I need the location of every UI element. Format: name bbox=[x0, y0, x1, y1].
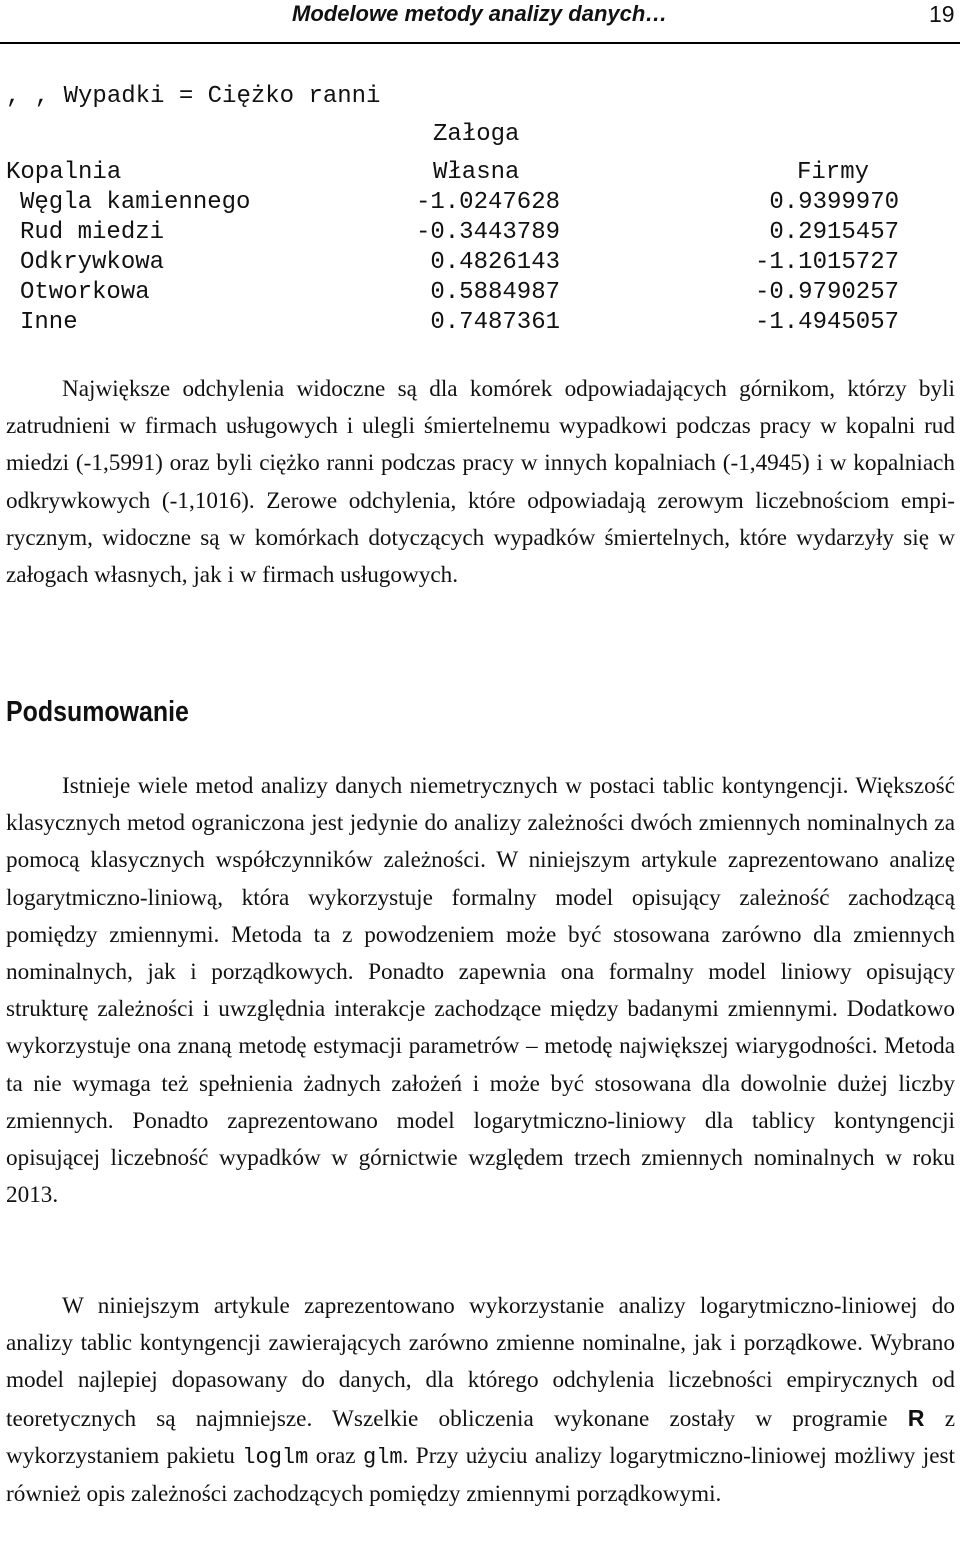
paragraph-text: . Przy użyciu analizy logarytmiczno-liniowej możliwy jest również opis zależności zachodzących pomiędzy zmiennymi porządkowymi. bbox=[6, 1442, 955, 1508]
console-cell-own: -1.0247628 bbox=[415, 189, 560, 216]
console-cell-firms: 0.9399970 bbox=[769, 189, 899, 216]
console-cell-own: 0.5884987 bbox=[430, 279, 560, 306]
console-col-firms: Firmy bbox=[797, 159, 870, 186]
console-row-header: Kopalnia bbox=[6, 159, 122, 186]
console-caption: , , Wypadki = Ciężko ranni bbox=[6, 83, 381, 110]
running-header bbox=[0, 0, 960, 44]
body-paragraph: Istnieje wiele metod analizy danych niemetrycznych w postaci tablic kontyngencji. Większość klasycznych metod ograniczona jest jedynie do analizy zależności dwóch zmiennych nominalnych za pomocą klasycznych współczynników zależności. W niniejszym artykule zaprezentowano analizę logarytmiczno-liniową, która wykorzystuje formalny model opisujący zależność zachodzącą pomiędzy zmiennymi. Metoda ta z powodzeniem może być stosowana zarówno dla zmiennych nominalnych, jak i porządkowych. Ponadto zapewnia ona formalny model liniowy opisujący strukturę zależności i uwzględnia interakcje zachodzące między badanymi zmiennymi. Dodatkowo wykorzystuje ona znaną metodę estymacji parametrów – metodę największej wiarygodności. Metoda ta nie wymaga też spełnienia żadnych założeń i może być stosowana dla dowolnie dużej liczby zmiennych. Ponadto zaprezentowano model logarytmiczno-liniowy dla tablicy kontyngencji opisującej liczebność wypadków w górnictwie względem trzech zmiennych nominalnych w roku 2013. bbox=[6, 773, 955, 1209]
console-row-label: Węgla kamiennego bbox=[20, 189, 251, 216]
console-cell-own: 0.4826143 bbox=[430, 249, 560, 276]
console-col-own: Własna bbox=[433, 159, 520, 186]
console-cell-own: -0.3443789 bbox=[415, 219, 560, 246]
console-cell-firms: 0.2915457 bbox=[769, 219, 899, 246]
console-row-label: Otworkowa bbox=[20, 279, 150, 306]
console-cell-firms: -1.4945057 bbox=[754, 309, 899, 336]
package-name-loglm: loglm bbox=[242, 1444, 309, 1470]
body-paragraph: Największe odchylenia widoczne są dla komórek odpowiadających górnikom, którzy byli zatrudnieni w firmach usługowych i ulegli śmiertelnemu wypadkowi podczas pracy w kopalni rud miedzi (-1,5991) oraz byli ciężko ranni podczas pracy w innych kopalniach (-1,4945) i w kopalniach odkrywkowych (-1,1016). Zerowe odchylenia, które odpowiadają zerowym liczebnościom empirycznym, widoczne są w komórkach dotyczących wypadków śmiertelnych, które wydarzyły się w załogach własnych, jak i w firmach usługowych. bbox=[6, 376, 955, 589]
console-cell-firms: -0.9790257 bbox=[754, 279, 899, 306]
console-cell-firms: -1.1015727 bbox=[754, 249, 899, 276]
console-cell-own: 0.7487361 bbox=[430, 309, 560, 336]
package-name-glm: glm bbox=[363, 1444, 403, 1470]
paragraph-text: oraz bbox=[308, 1442, 363, 1469]
paragraph-text: W niniejszym artykule zaprezentowano wykorzystanie analizy logarytmiczno-liniowej do analizy tablic kontyngencji zawierających zarówno zmienne nominalne, jak i porządkowe. Wybrano model najlepiej dopasowany do danych, dla którego odchylenia liczebności empirycznych od teoretycznych są najmniejsze. Wszelkie obliczenia wykonane zostały w programie bbox=[6, 1293, 955, 1432]
page-number: 19 bbox=[929, 1, 955, 27]
body-paragraph bbox=[6, 1288, 955, 1513]
console-row-label: Inne bbox=[20, 309, 78, 336]
console-row-label: Odkrywkowa bbox=[20, 249, 165, 276]
running-header-title: Modelowe metody analizy danych… bbox=[292, 1, 668, 26]
section-heading: Podsumowanie bbox=[6, 696, 189, 728]
console-crew-header: Załoga bbox=[433, 121, 520, 148]
paragraph-text: z wykorzystaniem pakietu bbox=[6, 1405, 956, 1469]
r-software-name: R bbox=[907, 1404, 925, 1431]
console-row-label: Rud miedzi bbox=[20, 219, 165, 246]
